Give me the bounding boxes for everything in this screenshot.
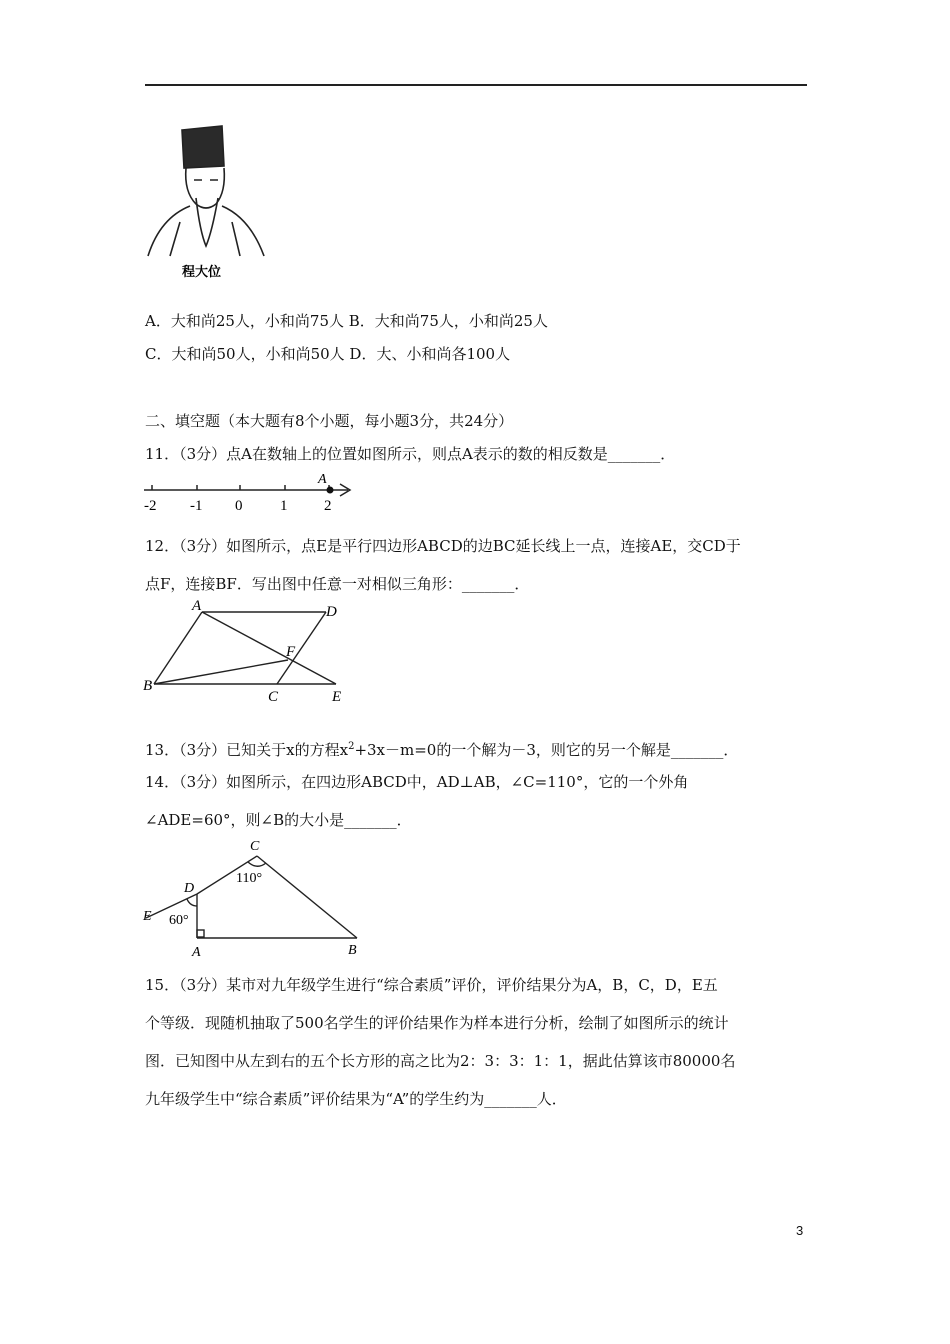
q12-line-1: 12．（3分）如图所示，点E是平行四边形ABCD的边BC延长线上一点，连接AE，交CD于 (145, 537, 741, 555)
robe-right (232, 222, 240, 256)
label-a: A (192, 945, 201, 960)
portrait-figure (140, 122, 275, 282)
left-shoulder (148, 206, 190, 256)
q14-line-2: ∠ADE=60°，则∠B的大小是_______． (145, 811, 412, 829)
tick-label: 0 (235, 498, 243, 514)
q15-line-2: 个等级．现随机抽取了500名学生的评价结果作为样本进行分析，绘制了如图所示的统计 (145, 1014, 729, 1032)
label-angle-c: 110° (236, 871, 263, 886)
section-heading: 二、填空题（本大题有8个小题，每小题3分，共24分） (145, 412, 514, 430)
q15-line-3: 图．已知图中从左到右的五个长方形的高之比为2：3：3：1：1，据此估算该市80000名 (145, 1052, 736, 1070)
label-f: F (286, 644, 296, 660)
label-d: D (184, 881, 195, 896)
quadrilateral-figure (140, 832, 370, 962)
label-d: D (326, 604, 337, 620)
q13-prefix: 13．（3分）已知关于x的方程x (145, 741, 349, 759)
q11-text: 11．（3分）点A在数轴上的位置如图所示，则点A表示的数的相反数是_______． (145, 445, 676, 463)
q13-suffix: +3x－m=0的一个解为－3，则它的另一个解是_______． (354, 741, 739, 759)
label-e: E (143, 909, 152, 924)
hat (182, 126, 224, 168)
segment-ab (154, 612, 202, 684)
segment-ae (202, 612, 336, 684)
angle-arc-c (248, 862, 266, 866)
robe-left (170, 222, 180, 256)
tick-label: -2 (144, 498, 157, 514)
label-angle-d: 60° (169, 913, 189, 928)
q15-line-1: 15．（3分）某市对九年级学生进行“综合素质”评价，评价结果分为A，B，C，D，E五 (145, 976, 718, 994)
q14-line-1: 14．（3分）如图所示，在四边形ABCD中，AD⊥AB，∠C=110°，它的一个外角 (145, 773, 689, 791)
face (186, 168, 225, 208)
segment-cb (257, 856, 357, 938)
label-b: B (143, 678, 153, 694)
label-e: E (332, 689, 342, 705)
number-line-figure (140, 470, 360, 516)
q15-line-4: 九年级学生中“综合素质”评价结果为“A”的学生约为_______人． (145, 1090, 567, 1108)
options-line-1: A．大和尚25人，小和尚75人 B．大和尚75人，小和尚25人 (145, 312, 548, 330)
tick-label: -1 (190, 498, 203, 514)
label-a: A (192, 598, 202, 614)
label-c: C (250, 839, 260, 854)
segment-dc (277, 612, 326, 684)
portrait-drawing (148, 126, 264, 256)
options-line-2: C．大和尚50人，小和尚50人 D．大、小和尚各100人 (145, 345, 511, 363)
parallelogram-figure (140, 598, 355, 706)
right-angle-mark (197, 930, 204, 937)
tick-label: 1 (280, 498, 288, 514)
tick-label: 2 (324, 498, 332, 514)
right-shoulder (222, 206, 264, 256)
page-number: 3 (796, 1223, 804, 1238)
point-a-label: A (318, 472, 327, 487)
q13-text (145, 737, 738, 760)
angle-arc-d (187, 899, 197, 906)
label-b: B (348, 943, 357, 958)
portrait-caption: 程大位 (182, 264, 222, 279)
label-c: C (268, 689, 279, 705)
q13-superscript: 2 (348, 741, 355, 752)
q12-line-2: 点F，连接BF．写出图中任意一对相似三角形：_______． (145, 575, 530, 593)
segment-bf (154, 660, 288, 684)
header-rule (145, 84, 807, 86)
point-a-dot (327, 487, 334, 494)
